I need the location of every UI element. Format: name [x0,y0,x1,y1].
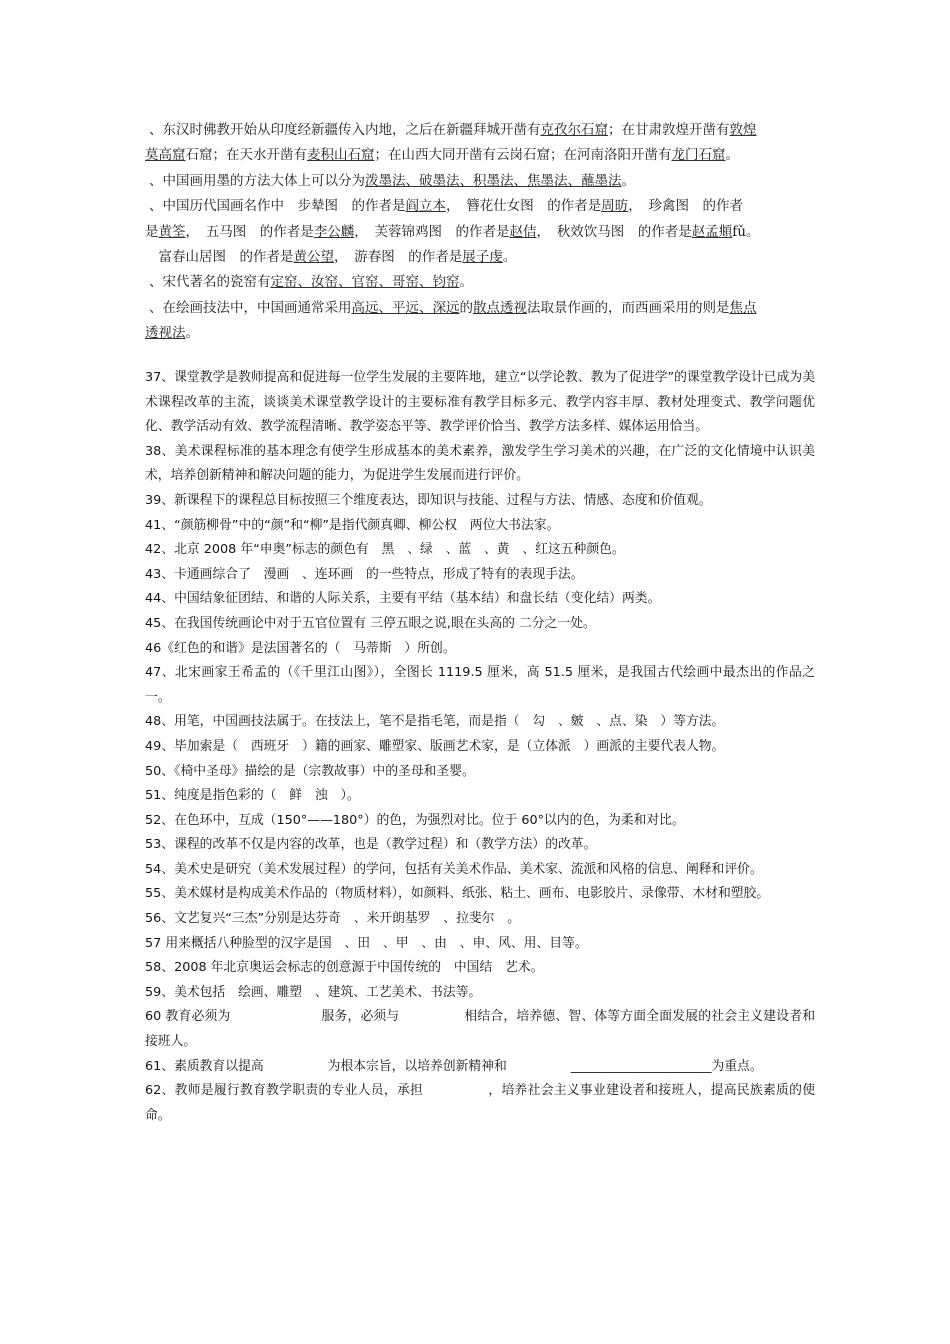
text: 。 [459,274,473,291]
question-item: 43、卡通画综合了 漫画 、连环画 的一些特点，形成了特有的表现手法。 [145,566,584,582]
paragraph-painters [145,194,815,219]
answer-underlined: 周昉 [601,198,629,215]
answer-underlined: 克孜尔石窟 [540,122,608,138]
top-section [145,118,815,347]
text: fǔ。 [732,223,760,240]
answer-underlined: 泼墨法、破墨法、积墨法、焦墨法、蘸墨法 [365,172,622,189]
question-item: 62、教师是履行教育教学职责的专业人员，承担 ，培养社会主义事业建设者和接班人，提高民族素质的使命。 [145,1083,815,1123]
answer-underlined: 高远、平远、深远 [351,299,460,316]
answer-underlined: 黄公望 [293,249,334,266]
question-item: 52、在色环中，互成（150°——180°）的色，为强烈对比。位于 60°以内的色，为柔和对比。 [145,812,685,828]
question-item: 47、北宋画家王希孟的（《千里江山图》），全图长 1119.5 厘米，高 51.5 厘米，是我国古代绘画中最杰出的作品之一。 [145,665,815,705]
question-item: 49、毕加索是（ 西班牙 ）籍的画家、雕塑家、版画艺术家，是（立体派 ）画派的主要代表人物。 [145,738,725,754]
text: 富春山居图 的作者是 [145,249,294,266]
answer-underlined: 李公麟 [313,223,355,240]
paragraph-painters-cont2 [145,245,815,270]
question-item: 59、美术包括 绘画、雕塑 、建筑、工艺美术、书法等。 [145,984,482,1000]
question-item: 45、在我国传统画论中对于五官位置有 三停五眼之说,眼在头高的 二分之一处。 [145,615,596,631]
text: 。 [502,249,517,266]
question-item: 60 教育必须为 服务，必须与 相结合，培养德、智、体等方面全面发展的社会主义建设者和接班人。 [145,1009,815,1050]
text: 。 [621,172,635,189]
question-item: 53、课程的改革不仅是内容的改革，也是（教学过程）和（教学方法）的改革。 [145,837,597,853]
text: ， 芙蓉锦鸡图 的作者是 [354,223,510,240]
paragraph-perspective [145,296,815,321]
question-item: 58、2008 年北京奥运会标志的创意源于中国传统的 中国结 艺术。 [145,960,544,976]
text: ， 五马图 的作者是 [185,223,314,240]
question-item: 57 用来概括八种脸型的汉字是国 、田 、甲 、由 、申、风、用、目等。 [145,935,588,951]
paragraph-perspective-cont [145,321,815,346]
answer-underlined: 敦煌 [729,122,757,138]
answer-underlined: 龙门石窟 [671,147,726,164]
answer-underlined: 赵佶 [509,223,537,240]
answer-underlined: 透视法 [145,325,186,342]
question-item: 38、美术课程标准的基本理念有使学生形成基本的美术素养，激发学生学习美术的兴趣，在广泛的文化情境中认识美术，培养创新精神和解决问题的能力，为促进学生发展而进行评价。 [145,443,815,484]
answer-underlined: 赵孟頫 [691,223,733,240]
question-item: 51、纯度是指色彩的（ 鲜 浊 ）。 [145,788,360,804]
text: ， 簪花仕女图 的作者是 [446,198,602,215]
question-item: 54、美术史是研究（美术发展过程）的学问，包括有关美术作品、美术家、流派和风格的信息、阐释和评价。 [145,861,763,877]
answer-underlined: 莫高窟 [145,147,186,164]
answer-underlined: 展子虔 [462,249,503,266]
text: ， 游春图 的作者是 [334,249,463,266]
question-item: 46《红色的和谐》是法国著名的（ 马蒂斯 ）所创。 [145,640,456,656]
text: 。 [725,147,739,164]
question-item: 55、美术媒材是构成美术作品的（物质材料），如颜料、纸张、粘土、画布、电影胶片、录像带、木材和塑胶。 [145,886,770,902]
paragraph-kilns [145,270,815,295]
question-item: 50、《椅中圣母》描绘的是（宗教故事）中的圣母和圣婴。 [145,763,475,779]
text: ；在山西大同开凿有云岗石窟；在河南洛阳开凿有 [374,147,672,164]
text: 、在绘画技法中，中国画通常采用 [149,299,352,316]
paragraph-grottoes [145,118,815,143]
text: 。 [185,325,199,342]
paragraph-ink-methods [145,169,815,194]
text: 石窟；在天水开凿有 [185,147,307,164]
answer-underlined: 麦积山石窟 [307,147,375,164]
paragraph-grottoes-cont [145,143,815,168]
answer-underlined: 定窑、汝窑、官窑、哥窑、钧窑 [270,274,460,291]
text: ；在甘肃敦煌开凿有 [608,122,730,138]
text: 法取景作画的，而西画采用的则是 [527,299,730,316]
question-item: 44、中国结象征团结、和谐的人际关系，主要有平结（基本结）和盘长结（变化结）两类。 [145,591,661,607]
question-item: 61、素质教育以提高 为根本宗旨，以培养创新精神和 ______________________为重点。 [145,1058,763,1074]
answer-underlined: 黄筌 [158,223,186,240]
question-item: 41、“颜筋柳骨”中的“颜”和“柳”是指代颜真卿、柳公权 两位大书法家。 [145,517,560,533]
numbered-questions [145,366,815,1128]
text: 、中国历代国画名作中 步辇图 的作者是 [149,198,406,215]
answer-underlined: 阎立本 [405,198,446,215]
text: 、宋代著名的瓷窑有 [149,274,271,291]
question-item: 37、课堂教学是教师提高和促进每一位学生发展的主要阵地，建立“以学论教、教为了促进学”的课堂教学设计已成为美术课程改革的主流，谈谈美术课堂教学设计的主要标准有教学目标多元、教学内容丰厚、教材处理变式、教学问题优化、教学活动有效、教学流程清晰、教学姿态平等、教学评价恰当、教学方法多样、媒体运用恰当。 [145,370,815,435]
question-item: 56、文艺复兴“三杰”分别是达芬奇 、米开朗基罗 、拉斐尔 。 [145,911,521,927]
text: 、中国画用墨的方法大体上可以分为 [149,172,365,189]
question-item: 48、用笔，中国画技法属于。在技法上，笔不是指毛笔，而是指（ 勾 、皴 、点、染 ）等方法。 [145,714,725,730]
answer-underlined: 焦点 [729,299,757,316]
text: 的 [459,299,473,316]
question-item: 42、北京 2008 年“申奥”标志的颜色有 黑 、绿 、蓝 、黄 、红这五种颜色。 [145,542,625,558]
text: ， 秋效饮马图 的作者是 [536,223,692,240]
answer-underlined: 散点透视 [473,299,527,316]
text: 、东汉时佛教开始从印度经新疆传入内地，之后在新疆拜城开凿有 [149,122,541,138]
paragraph-painters-cont [145,220,815,245]
text: ， 珍禽图 的作者 [628,198,743,215]
text: 是 [145,223,159,240]
question-item: 39、新课程下的课程总目标按照三个维度表达，即知识与技能、过程与方法、情感、态度和价值观。 [145,492,712,508]
